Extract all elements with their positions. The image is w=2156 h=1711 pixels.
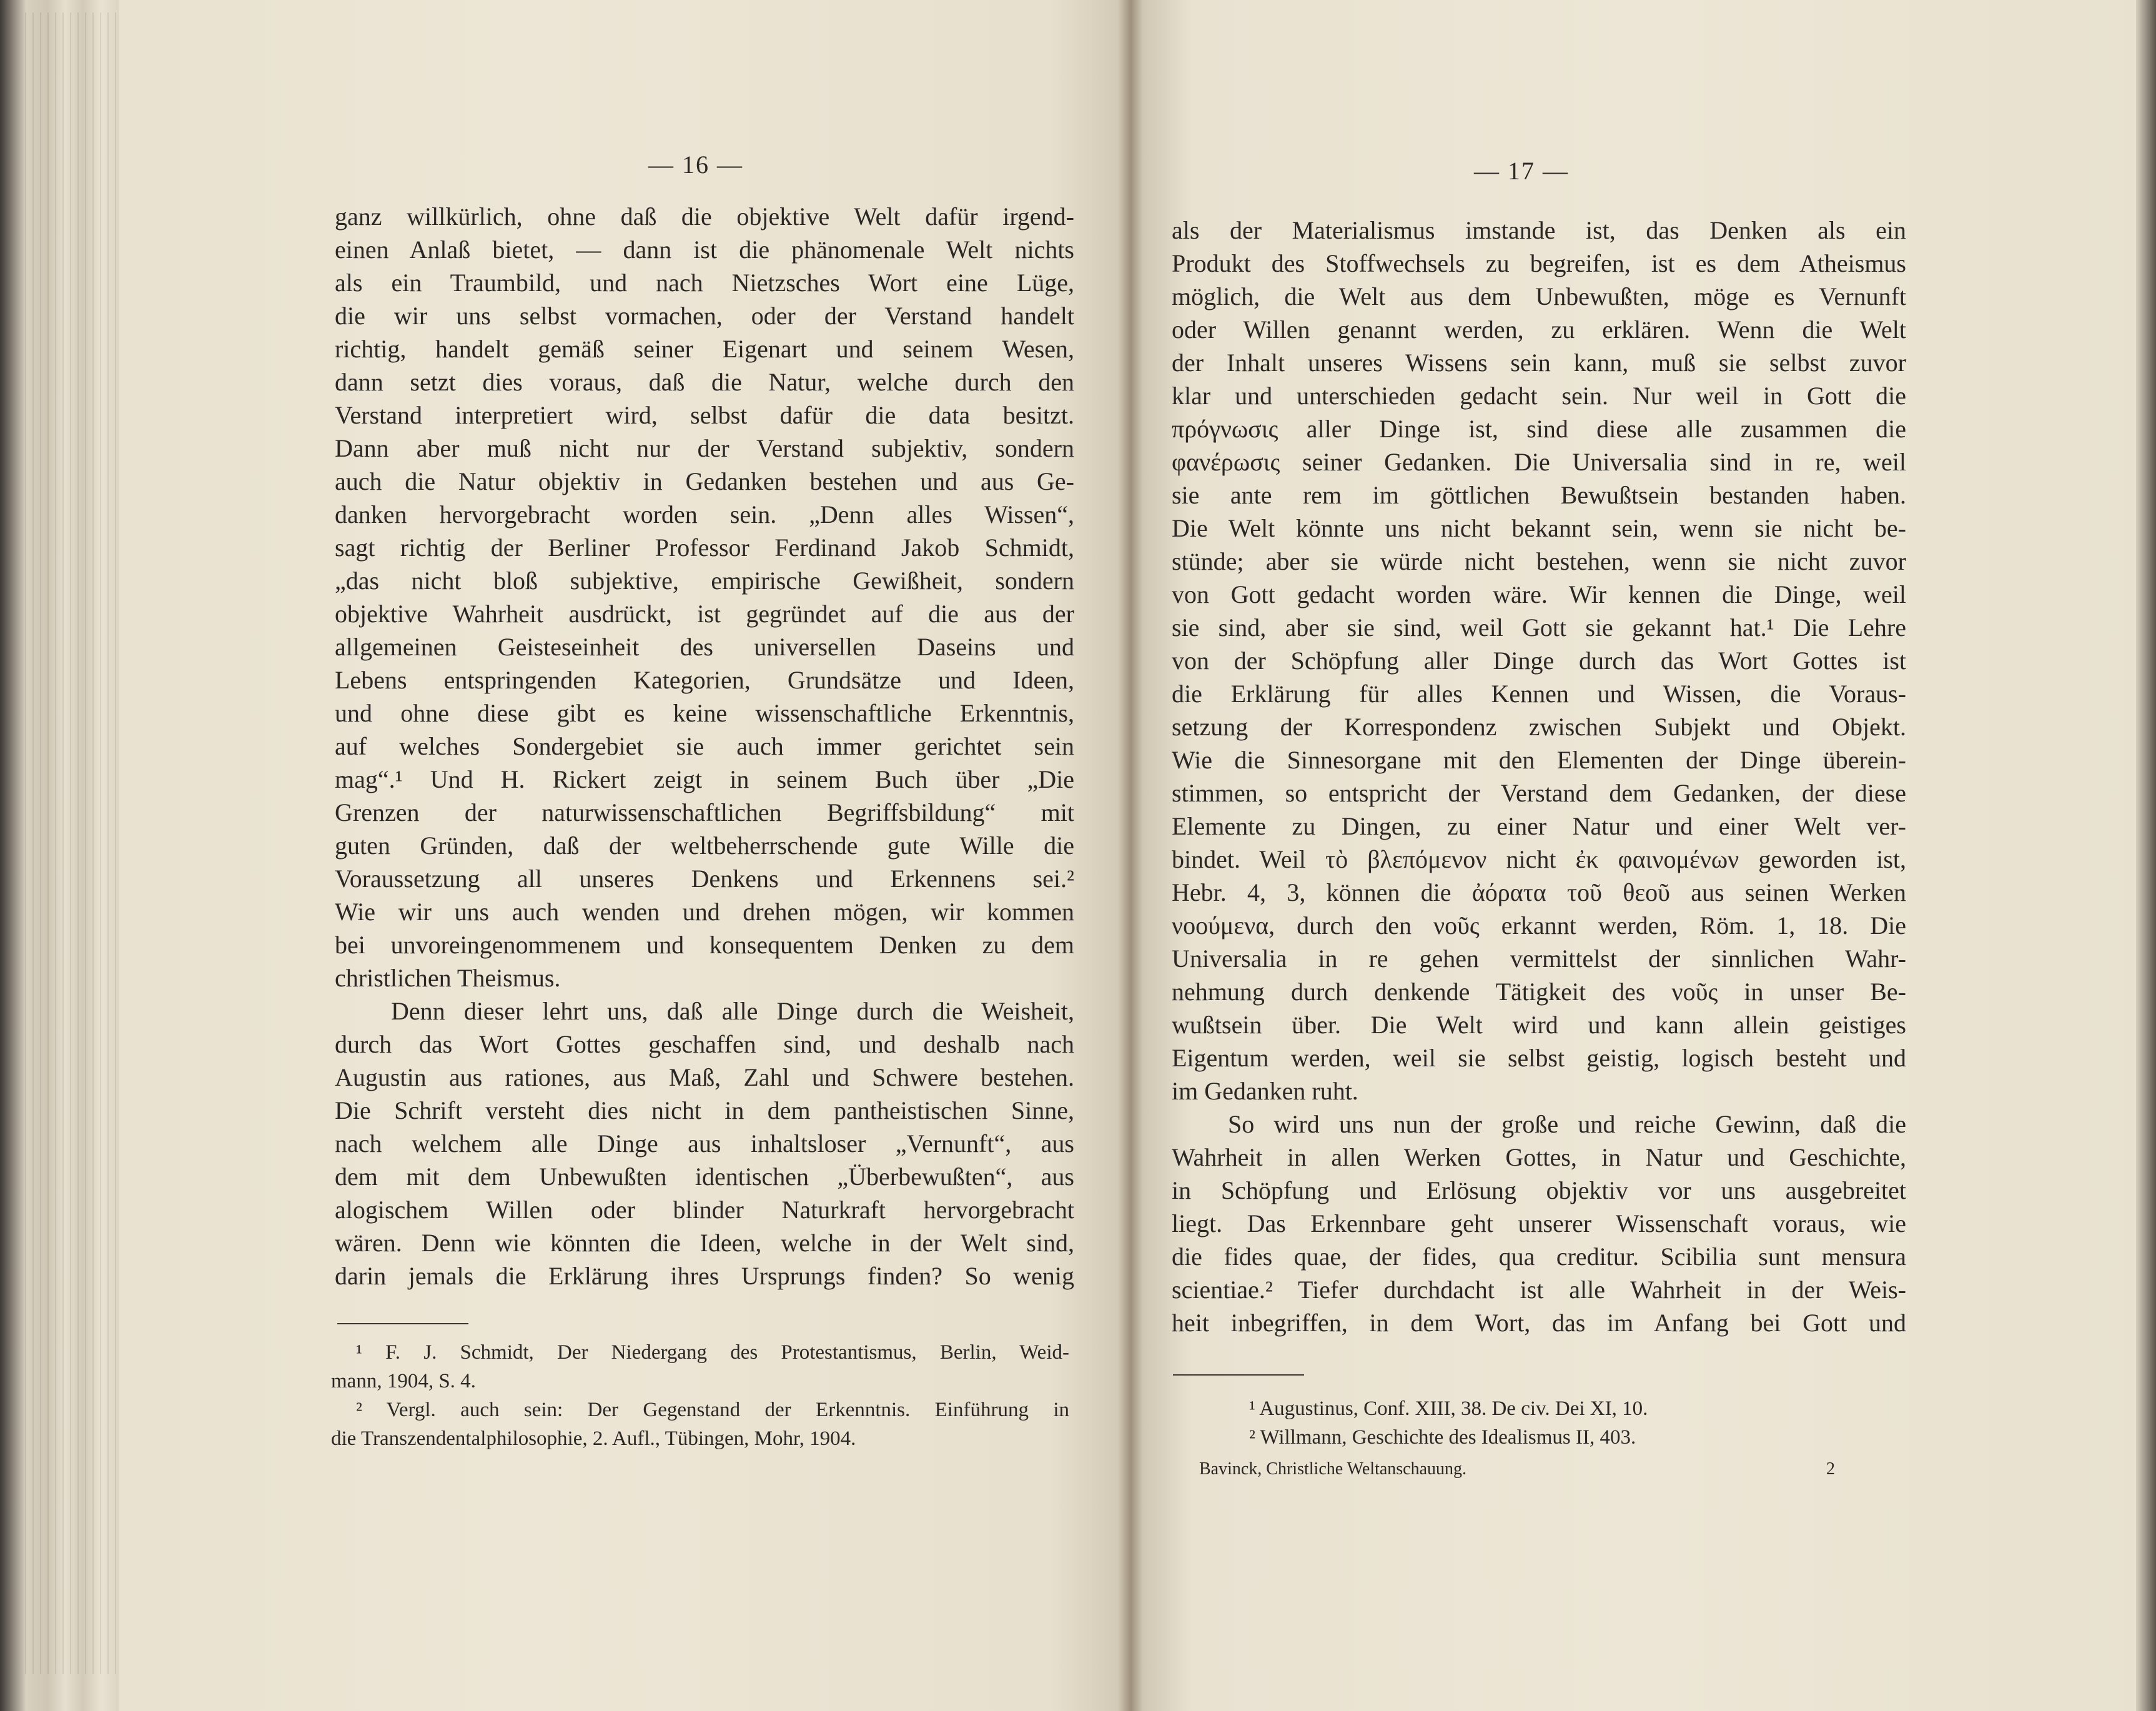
left-footnote-rule	[337, 1323, 468, 1324]
stacked-page-edges	[25, 12, 119, 1674]
text-line: Die Schrift versteht dies nicht in dem pantheistischen Sinne,	[335, 1096, 1074, 1124]
text-line: sagt richtig der Berliner Professor Ferdinand Jakob Schmidt,	[335, 533, 1074, 562]
text-line: liegt. Das Erkennbare geht unserer Wissenschaft voraus, wie	[1172, 1209, 1906, 1237]
text-line: φανέρωσις seiner Gedanken. Die Universalia sind in re, weil	[1172, 448, 1906, 476]
text-line: auf welches Sondergebiet sie auch immer gerichtet sein	[335, 732, 1074, 760]
text-line: dann setzt dies voraus, daß die Natur, welche durch den	[335, 368, 1074, 396]
text-line: guten Gründen, daß der weltbeherrschende gute Wille die	[335, 831, 1074, 860]
text-line: nach welchem alle Dinge aus inhaltsloser „Vernunft“, aus	[335, 1129, 1074, 1158]
text-line: danken hervorgebracht worden sein. „Denn alles Wissen“,	[335, 500, 1074, 528]
text-line: wären. Denn wie könnten die Ideen, welche in der Welt sind,	[335, 1229, 1074, 1257]
text-line: heit inbegriffen, in dem Wort, das im Anfang bei Gott und	[1172, 1309, 1906, 1337]
footnote-line: ¹ F. J. Schmidt, Der Niedergang des Protestantismus, Berlin, Weid-	[356, 1341, 1069, 1364]
text-line: darin jemals die Erklärung ihres Ursprungs finden? So wenig	[335, 1262, 1074, 1290]
text-line: klar und unterschieden gedacht sein. Nur weil in Gott die	[1172, 382, 1906, 410]
text-line: Dann aber muß nicht nur der Verstand subjektiv, sondern	[335, 434, 1074, 462]
right-page-body-text	[1172, 214, 1906, 1339]
left-footnotes	[331, 1338, 1069, 1453]
text-line: wußtsein über. Die Welt wird und kann allein geistiges	[1172, 1011, 1906, 1039]
text-line: Wie wir uns auch wenden und drehen mögen, wir kommen	[335, 898, 1074, 926]
text-line: die wir uns selbst vormachen, oder der Verstand handelt	[335, 302, 1074, 330]
signature-mark: Bavinck, Christliche Weltanschauung.	[1199, 1459, 1467, 1479]
text-line: auch die Natur objektiv in Gedanken bestehen und aus Ge-	[335, 467, 1074, 495]
text-line: der Inhalt unseres Wissens sein kann, muß sie selbst zuvor	[1172, 349, 1906, 377]
text-line: alogischem Willen oder blinder Naturkraft hervorgebracht	[335, 1196, 1074, 1224]
text-line: allgemeinen Geisteseinheit des universellen Daseins und	[335, 633, 1074, 661]
text-line: Elemente zu Dingen, zu einer Natur und einer Welt ver-	[1172, 812, 1906, 840]
text-line: Grenzen der naturwissenschaftlichen Begriffsbildung“ mit	[335, 798, 1074, 826]
right-footnotes	[1224, 1394, 1911, 1452]
signature-number: 2	[1826, 1459, 1835, 1479]
text-line: Wahrheit in allen Werken Gottes, in Natur und Geschichte,	[1172, 1143, 1906, 1171]
text-line: Universalia in re gehen vermittelst der sinnlichen Wahr-	[1172, 945, 1906, 973]
text-line: von der Schöpfung aller Dinge durch das Wort Gottes ist	[1172, 647, 1906, 675]
text-line: objektive Wahrheit ausdrückt, ist gegründet auf die aus der	[335, 600, 1074, 628]
footnote-line: ² Vergl. auch sein: Der Gegenstand der Erkenntnis. Einführung in	[356, 1399, 1069, 1421]
text-line: stünde; aber sie würde nicht bestehen, wenn sie nicht zuvor	[1172, 547, 1906, 575]
text-line: πρόγνωσις aller Dinge ist, sind diese alle zusammen die	[1172, 415, 1906, 443]
text-line: Wie die Sinnesorgane mit den Elementen der Dinge überein-	[1172, 746, 1906, 774]
book-page-edges	[0, 0, 119, 1711]
text-line: richtig, handelt gemäß seiner Eigenart und seinem Wesen,	[335, 335, 1074, 363]
book-gutter	[1118, 0, 1143, 1711]
text-line: die Erklärung für alles Kennen und Wissen, die Voraus-	[1172, 680, 1906, 708]
footnote-line: mann, 1904, S. 4.	[331, 1370, 476, 1392]
text-line: dem mit dem Unbewußten identischen „Überbewußten“, aus	[335, 1163, 1074, 1191]
text-line: Hebr. 4, 3, können die ἀόρατα τοῦ θεοῦ aus seinen Werken	[1172, 878, 1906, 906]
text-line: Verstand interpretiert wird, selbst dafür die data besitzt.	[335, 401, 1074, 429]
text-line: Eigentum werden, weil sie selbst geistig, logisch besteht und	[1172, 1044, 1906, 1072]
footnote-line: die Transzendentalphilosophie, 2. Aufl., Tübingen, Mohr, 1904.	[331, 1427, 856, 1450]
text-line: ganz willkürlich, ohne daß die objektive Welt dafür irgend-	[335, 202, 1074, 231]
text-line: stimmen, so entspricht der Verstand dem Gedanken, der diese	[1172, 779, 1906, 807]
text-line: Denn dieser lehrt uns, daß alle Dinge durch die Weisheit,	[391, 997, 1074, 1025]
text-line: sie ante rem im göttlichen Bewußtsein bestanden haben.	[1172, 481, 1906, 509]
text-line: Lebens entspringenden Kategorien, Grundsätze und Ideen,	[335, 666, 1074, 694]
right-footnote-rule	[1173, 1374, 1304, 1376]
text-line: Augustin aus rationes, aus Maß, Zahl und Schwere bestehen.	[335, 1063, 1074, 1091]
text-line: und ohne diese gibt es keine wissenschaftliche Erkenntnis,	[335, 699, 1074, 727]
text-line: durch das Wort Gottes geschaffen sind, und deshalb nach	[335, 1030, 1074, 1058]
right-page-number: — 17 —	[1474, 157, 1569, 185]
text-line: scientiae.² Tiefer durchdacht ist alle Wahrheit in der Weis-	[1172, 1276, 1906, 1304]
text-line: christlichen Theismus.	[335, 964, 561, 992]
text-line: möglich, die Welt aus dem Unbewußten, möge es Vernunft	[1172, 282, 1906, 310]
text-line: νοούμενα, durch den νοῦς erkannt werden, Röm. 1, 18. Die	[1172, 911, 1906, 940]
text-line: setzung der Korrespondenz zwischen Subjekt und Objekt.	[1172, 713, 1906, 741]
text-line: sie sind, aber sie sind, weil Gott sie gekannt hat.¹ Die Lehre	[1172, 613, 1906, 642]
text-line: So wird uns nun der große und reiche Gewinn, daß die	[1228, 1110, 1906, 1138]
text-line: nehmung durch denkende Tätigkeit des νοῦς in unser Be-	[1172, 978, 1906, 1006]
text-line: einen Anlaß bietet, — dann ist die phänomenale Welt nichts	[335, 236, 1074, 264]
text-line: in Schöpfung und Erlösung objektiv vor uns ausgebreitet	[1172, 1176, 1906, 1204]
text-line: als der Materialismus imstande ist, das Denken als ein	[1172, 216, 1906, 244]
text-line: von Gott gedacht worden wäre. Wir kennen die Dinge, weil	[1172, 580, 1906, 608]
footnote-line: ² Willmann, Geschichte des Idealismus II, 403.	[1249, 1426, 1636, 1449]
text-line: die fides quae, der fides, qua creditur. Scibilia sunt mensura	[1172, 1242, 1906, 1271]
left-page-number: — 16 —	[648, 151, 743, 179]
text-line: im Gedanken ruht.	[1172, 1077, 1358, 1105]
text-line: oder Willen genannt werden, zu erklären. Wenn die Welt	[1172, 315, 1906, 344]
text-line: als ein Traumbild, und nach Nietzsches Wort eine Lüge,	[335, 269, 1074, 297]
right-book-edge	[2136, 0, 2156, 1711]
text-line: Voraussetzung all unseres Denkens und Erkennens sei.²	[335, 865, 1074, 893]
text-line: mag“.¹ Und H. Rickert zeigt in seinem Buch über „Die	[335, 765, 1074, 793]
left-page-body-text	[335, 200, 1074, 1292]
text-line: Die Welt könnte uns nicht bekannt sein, wenn sie nicht be-	[1172, 514, 1906, 542]
text-line: Produkt des Stoffwechsels zu begreifen, ist es dem Atheismus	[1172, 249, 1906, 277]
footnote-line: ¹ Augustinus, Conf. XIII, 38. De civ. Dei XI, 10.	[1249, 1397, 1648, 1420]
text-line: „das nicht bloß subjektive, empirische Gewißheit, sondern	[335, 567, 1074, 595]
text-line: bei unvoreingenommenem und konsequentem Denken zu dem	[335, 931, 1074, 959]
text-line: bindet. Weil τὸ βλεπόμενον nicht ἐκ φαινομένων geworden ist,	[1172, 845, 1906, 873]
